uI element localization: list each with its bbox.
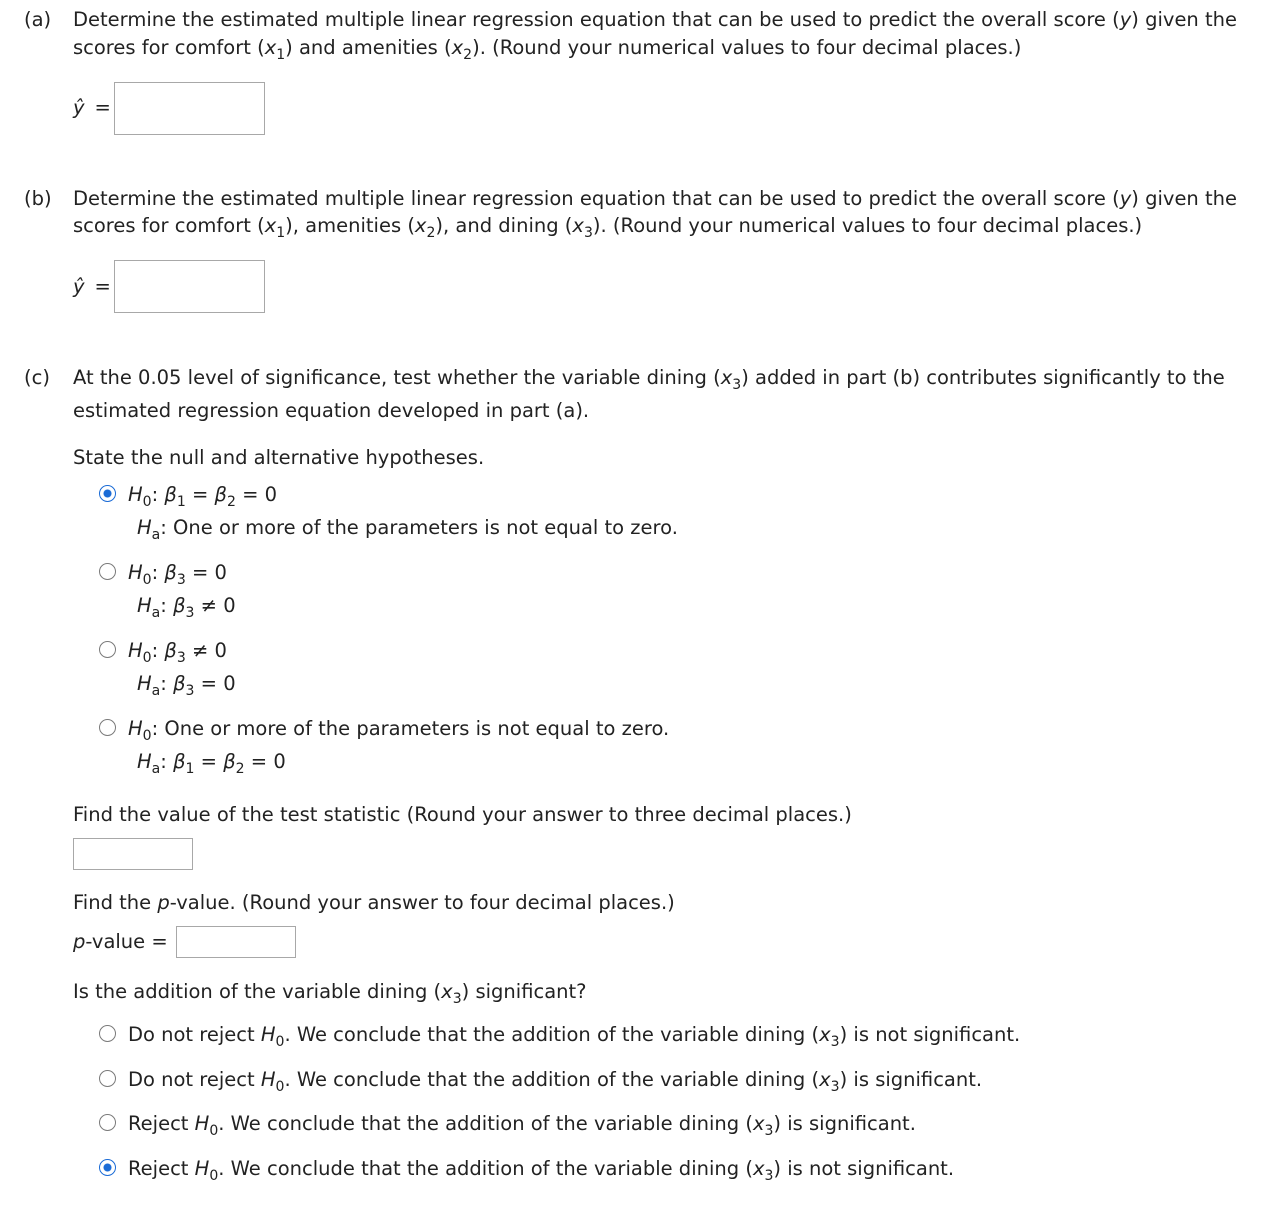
- conclusion-3-text: Reject $H_0$. We conclude that the addition of the variable dining $(x_3)$ is significant.: [128, 1112, 916, 1139]
- significance-prompt: Is the addition of the variable dining $(x_3)$ significant?: [73, 980, 587, 1007]
- part-b-label: (b): [24, 187, 52, 210]
- part-a-label: (a): [24, 8, 52, 31]
- pvalue-input[interactable]: [176, 926, 296, 958]
- hypothesis-3-h0: $H_0$: $\beta_3 \ne 0$: [128, 639, 227, 666]
- part-a-yhat-label: [73, 94, 111, 122]
- conclusion-radio-2[interactable]: [99, 1070, 116, 1087]
- conclusion-4-text: Reject $H_0$. We conclude that the addition of the variable dining $(x_3)$ is not significant.: [128, 1157, 955, 1184]
- hypotheses-prompt: State the null and alternative hypotheses.: [73, 446, 485, 469]
- hypothesis-radio-4[interactable]: [99, 719, 116, 736]
- conclusion-radio-1[interactable]: [99, 1025, 116, 1042]
- pvalue-label: p-value =: [73, 930, 168, 953]
- hypothesis-4-h0: $H_0$: One or more of the parameters is not equal to zero.: [128, 717, 670, 744]
- part-a-line2: scores for comfort $(x_1)$ and amenities $(x_2)$. (Round your numerical values to four decimal places.): [73, 36, 1022, 63]
- hypothesis-1-ha: $H_a$: One or more of the parameters is not equal to zero.: [137, 516, 678, 543]
- hypothesis-radio-2[interactable]: [99, 563, 116, 580]
- yhat-symbol: ŷ: [73, 275, 85, 298]
- hypothesis-2-ha: $H_a$: $\beta_3 \ne 0$: [137, 594, 236, 621]
- test-statistic-prompt: Find the value of the test statistic (Round your answer to three decimal places.): [73, 803, 852, 826]
- yhat-symbol: ŷ: [73, 96, 85, 119]
- part-a-line1: Determine the estimated multiple linear regression equation that can be used to predict the overall score (y) given the: [73, 8, 1237, 31]
- part-b-equation-input[interactable]: [114, 260, 265, 313]
- part-c-line1: At the 0.05 level of significance, test whether the variable dining $(x_3)$ added in part (b) contributes significantly to the: [73, 366, 1225, 393]
- pvalue-prompt: Find the p-value. (Round your answer to four decimal places.): [73, 891, 675, 914]
- conclusion-2-text: Do not reject $H_0$. We conclude that the addition of the variable dining $(x_3)$ is significant.: [128, 1068, 983, 1095]
- hypothesis-1-h0: $H_0$: $\beta_1 = \beta_2 = 0$: [128, 483, 278, 510]
- part-b-yhat-label: [73, 273, 111, 301]
- hypothesis-3-ha: $H_a$: $\beta_3 = 0$: [137, 672, 236, 699]
- hypothesis-radio-1[interactable]: [99, 485, 116, 502]
- test-statistic-input[interactable]: [73, 838, 193, 870]
- part-c-line2: estimated regression equation developed in part (a).: [73, 399, 590, 422]
- part-b-line2: scores for comfort $(x_1)$, amenities $(x_2)$, and dining $(x_3)$. (Round your numerical values to four decimal places.): [73, 214, 1143, 241]
- equals-sign: =: [94, 96, 111, 119]
- hypothesis-2-h0: $H_0$: $\beta_3 = 0$: [128, 561, 227, 588]
- conclusion-radio-4[interactable]: [99, 1159, 116, 1176]
- part-c-label: (c): [24, 366, 50, 389]
- hypothesis-radio-3[interactable]: [99, 641, 116, 658]
- part-b-line1: Determine the estimated multiple linear regression equation that can be used to predict the overall score (y) given the: [73, 187, 1237, 210]
- equals-sign: =: [94, 275, 111, 298]
- conclusion-radio-3[interactable]: [99, 1114, 116, 1131]
- hypothesis-4-ha: $H_a$: $\beta_1 = \beta_2 = 0$: [137, 750, 286, 777]
- part-a-equation-input[interactable]: [114, 82, 265, 135]
- conclusion-1-text: Do not reject $H_0$. We conclude that the addition of the variable dining $(x_3)$ is not significant.: [128, 1023, 1021, 1050]
